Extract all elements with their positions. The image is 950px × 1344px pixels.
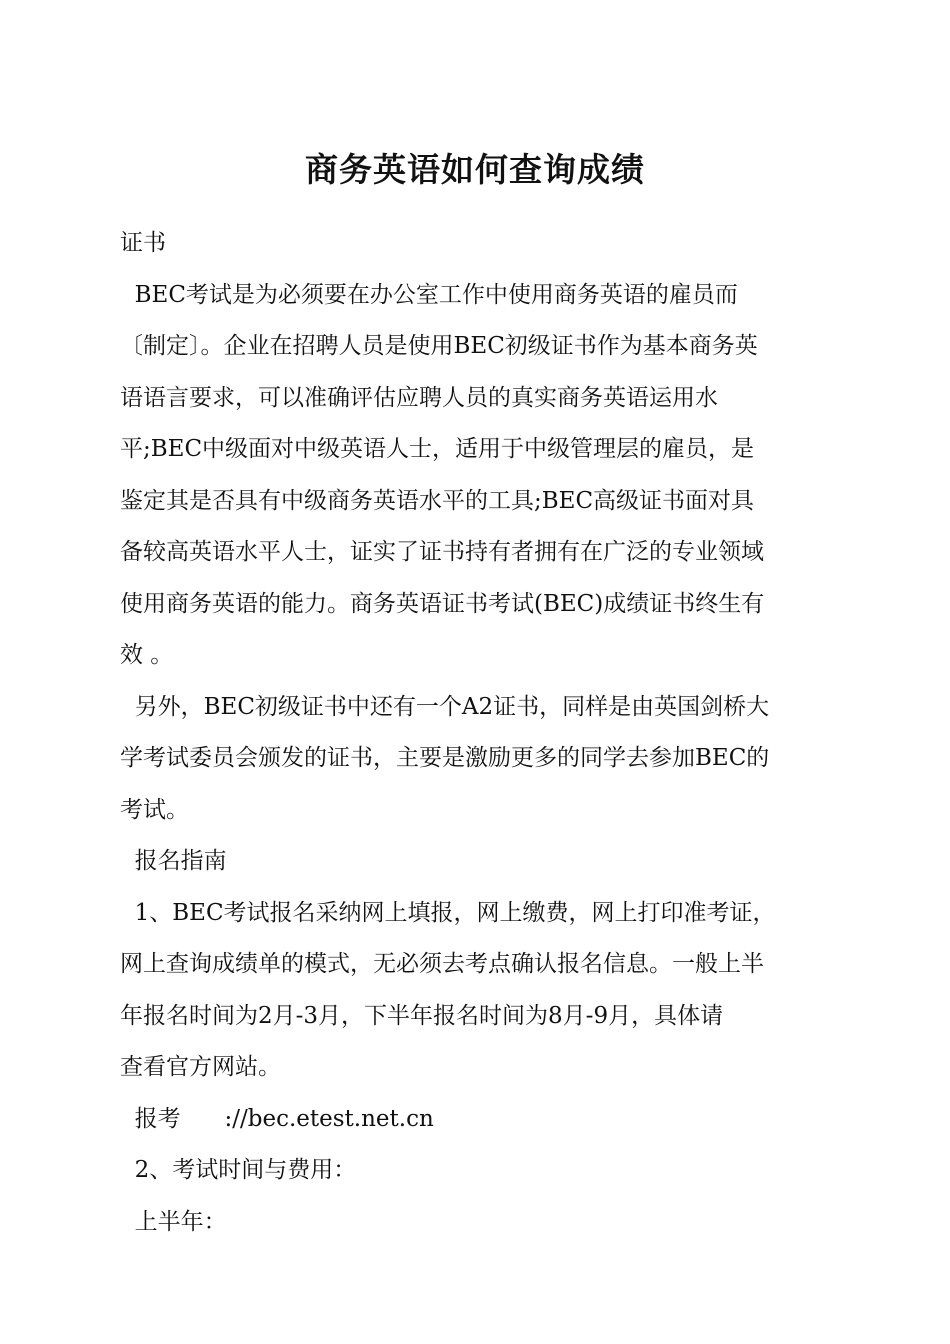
section-heading-certificate: 证书	[120, 230, 166, 256]
paragraph-line: 网上查询成绩单的模式，无必须去考点确认报名信息。一般上半	[120, 951, 764, 977]
paragraph-line: 备较高英语水平人士，证实了证书持有者拥有在广泛的专业领域	[120, 539, 764, 565]
paragraph-line: 学考试委员会颁发的证书，主要是激励更多的同学去参加BEC的	[120, 745, 770, 771]
paragraph-line: 1、BEC考试报名采纳网上填报，网上缴费，网上打印准考证，	[120, 899, 776, 926]
registration-url-line: 报考 ://bec.etest.net.cn	[120, 1105, 434, 1132]
paragraph-line: 鉴定其是否具有中级商务英语水平的工具;BEC高级证书面对具	[120, 487, 755, 514]
section-heading-registration-guide: 报名指南	[120, 848, 227, 874]
paragraph-line: 〔制定〕。企业在招聘人员是使用BEC初级证书作为基本商务英	[120, 333, 758, 359]
paragraph-line: 语语言要求，可以准确评估应聘人员的真实商务英语运用水	[120, 384, 718, 411]
document-body	[120, 218, 834, 1248]
paragraph-line: 使用商务英语的能力。商务英语证书考试(BEC)成绩证书终生有	[120, 590, 765, 617]
paragraph-line: 上半年：	[120, 1208, 227, 1235]
paragraph-line: 年报名时间为2月-3月，下半年报名时间为8月-9月，具体请	[120, 1002, 724, 1029]
paragraph-line: 查看官方网站。	[120, 1054, 281, 1080]
paragraph-line: 2、考试时间与费用：	[120, 1157, 357, 1183]
paragraph-line: BEC考试是为必须要在办公室工作中使用商务英语的雇员而	[120, 281, 738, 308]
document-title: 商务英语如何查询成绩	[305, 150, 645, 189]
paragraph-line: 效 。	[120, 642, 174, 668]
paragraph-line: 另外，BEC初级证书中还有一个A2证书，同样是由英国剑桥大	[120, 693, 770, 720]
paragraph-line: 平;BEC中级面对中级英语人士，适用于中级管理层的雇员，是	[120, 436, 755, 462]
paragraph-line: 考试。	[120, 796, 189, 823]
